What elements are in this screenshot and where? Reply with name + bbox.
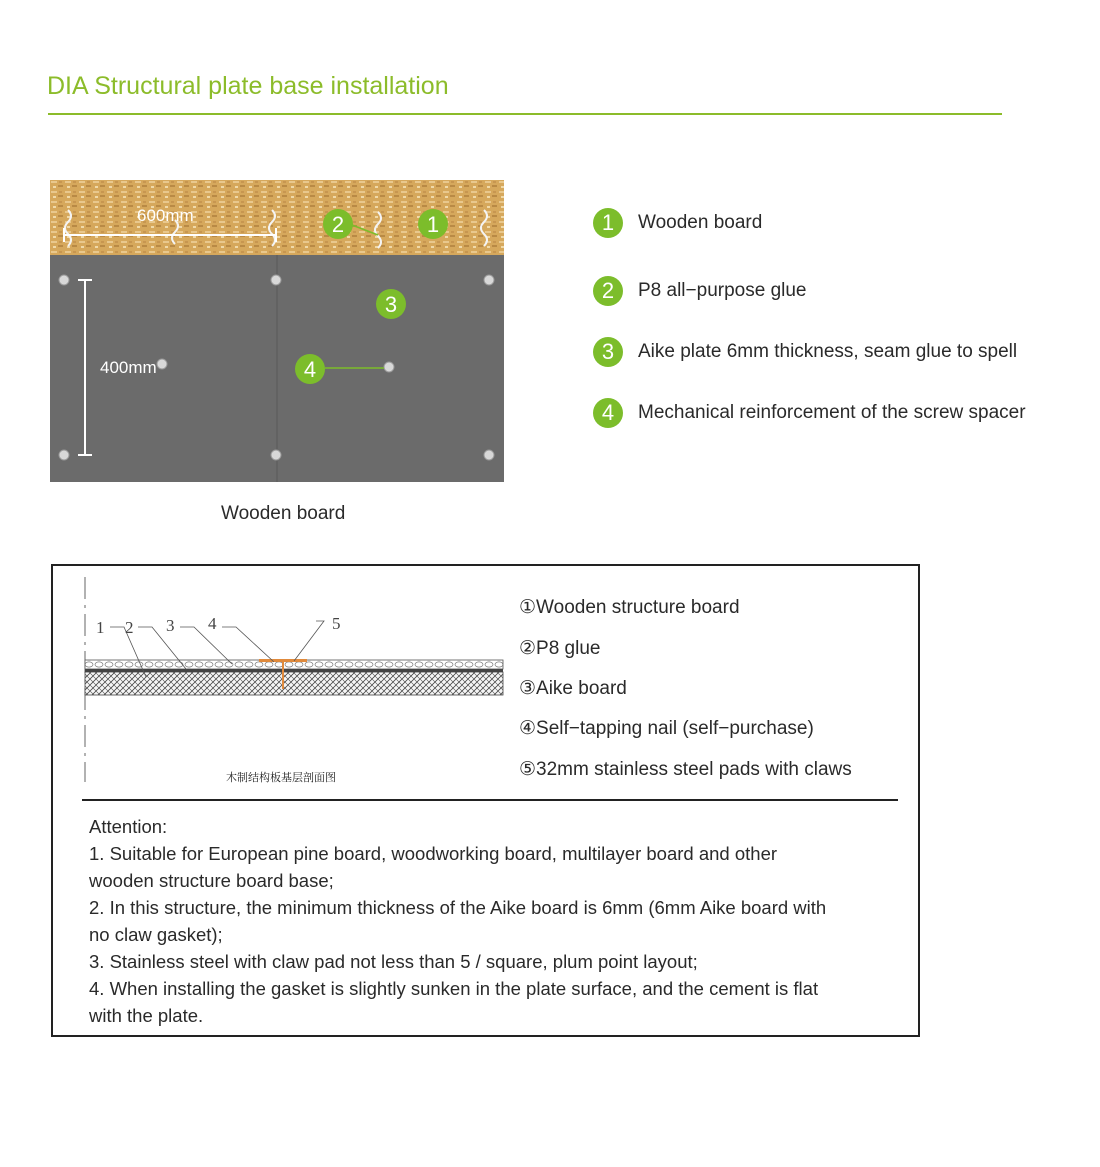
cross-section-diagram bbox=[84, 577, 504, 782]
title-divider bbox=[48, 113, 1002, 115]
attention-line: 1. Suitable for European pine board, woodworking board, multilayer board and other bbox=[89, 843, 778, 864]
svg-text:2: 2 bbox=[331, 212, 345, 237]
number-badge: 4 bbox=[593, 398, 623, 428]
part-item-3: ③Aike board bbox=[519, 678, 627, 699]
installation-diagram bbox=[50, 180, 504, 482]
attention-line: 4. When installing the gasket is slightly sunken in the plate surface, and the cement is flat bbox=[89, 978, 819, 999]
legend-item-2 bbox=[593, 276, 807, 306]
page-title: DIA Structural plate base installation bbox=[47, 72, 449, 100]
svg-text:4: 4 bbox=[303, 357, 317, 382]
attention-line: 2. In this structure, the minimum thickness of the Aike board is 6mm (6mm Aike board with bbox=[89, 897, 827, 918]
part-item-4: ④Self−tapping nail (self−purchase) bbox=[519, 718, 814, 739]
figure-caption: Wooden board bbox=[221, 503, 346, 524]
legend-label: Wooden board bbox=[638, 212, 763, 233]
marker-2 bbox=[323, 209, 353, 239]
marker-3 bbox=[376, 289, 406, 319]
legend-item-3 bbox=[593, 337, 1017, 367]
attention-line: wooden structure board base; bbox=[89, 870, 334, 891]
legend-item-1 bbox=[593, 208, 762, 238]
glue-layer bbox=[85, 669, 503, 672]
number-badge: 3 bbox=[593, 337, 623, 367]
legend-label: Mechanical reinforcement of the screw spacer bbox=[638, 402, 1026, 423]
box-divider bbox=[82, 799, 898, 801]
part-item-5: ⑤32mm stainless steel pads with claws bbox=[519, 759, 852, 780]
attention-line: with the plate. bbox=[89, 1005, 204, 1026]
width-dimension-label: 600mm bbox=[137, 206, 194, 225]
marker-4 bbox=[295, 354, 325, 384]
svg-text:1: 1 bbox=[426, 212, 440, 237]
number-badge: 2 bbox=[593, 276, 623, 306]
section-label-2: 2 bbox=[125, 618, 134, 637]
section-label-5: 5 bbox=[332, 614, 341, 633]
number-badge: 1 bbox=[593, 208, 623, 238]
section-caption: 木制结构板基层剖面图 bbox=[226, 772, 336, 784]
attention-heading: Attention: bbox=[89, 816, 168, 837]
section-label-1: 1 bbox=[96, 618, 105, 637]
section-label-3: 3 bbox=[166, 616, 175, 635]
attention-line: no claw gasket); bbox=[89, 924, 223, 945]
part-item-1: ①Wooden structure board bbox=[519, 597, 740, 618]
attention-line: 3. Stainless steel with claw pad not less than 5 / square, plum point layout; bbox=[89, 951, 698, 972]
legend-label: P8 all−purpose glue bbox=[638, 280, 807, 301]
section-label-4: 4 bbox=[208, 614, 217, 633]
part-item-2: ②P8 glue bbox=[519, 638, 601, 659]
legend-label: Aike plate 6mm thickness, seam glue to spell bbox=[638, 341, 1018, 362]
legend-item-4 bbox=[593, 398, 1026, 428]
svg-text:3: 3 bbox=[384, 292, 398, 317]
wood-structure-layer bbox=[85, 672, 503, 695]
height-dimension-label: 400mm bbox=[100, 358, 157, 377]
section-labels bbox=[96, 614, 341, 637]
marker-1 bbox=[418, 209, 448, 239]
